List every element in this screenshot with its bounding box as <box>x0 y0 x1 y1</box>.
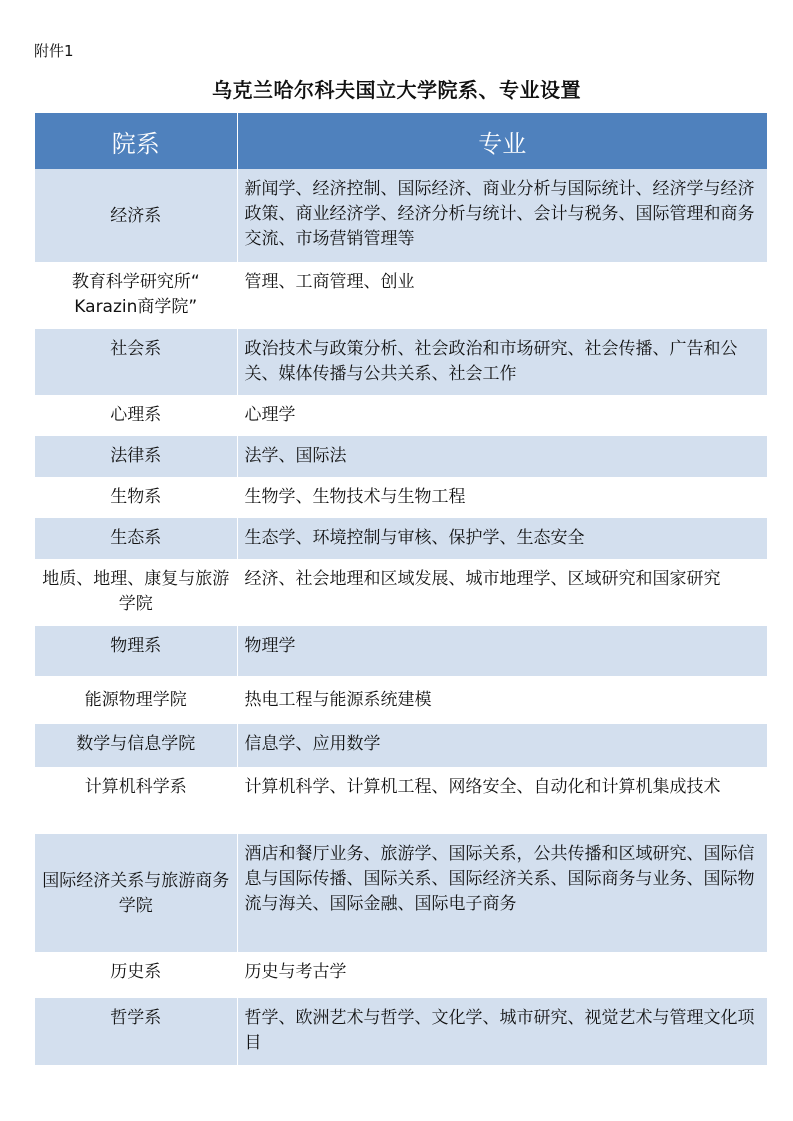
table-row <box>35 477 767 518</box>
attachment-label: 附件1 <box>34 42 74 60</box>
table-row <box>35 952 767 998</box>
department-cell: 生物系 <box>35 477 237 518</box>
departments-majors-table <box>35 113 767 1065</box>
majors-cell: 哲学、欧洲艺术与哲学、文化学、城市研究、视觉艺术与管理文化项目 <box>237 998 767 1064</box>
majors-cell: 新闻学、经济控制、国际经济、商业分析与国际统计、经济学与经济政策、商业经济学、经济分析与统计、会计与税务、国际管理和商务交流、市场营销管理等 <box>237 169 767 262</box>
department-cell: 地质、地理、康复与旅游学院 <box>35 559 237 626</box>
table-row <box>35 518 767 559</box>
majors-cell: 经济、社会地理和区域发展、城市地理学、区域研究和国家研究 <box>237 559 767 626</box>
majors-cell: 历史与考古学 <box>237 952 767 998</box>
table-row <box>35 626 767 676</box>
table-row <box>35 724 767 767</box>
department-cell: 经济系 <box>35 169 237 262</box>
department-cell: 数学与信息学院 <box>35 724 237 767</box>
majors-cell: 政治技术与政策分析、社会政治和市场研究、社会传播、广告和公关、媒体传播与公共关系、社会工作 <box>237 329 767 395</box>
department-cell: 心理系 <box>35 395 237 436</box>
department-cell: 计算机科学系 <box>35 767 237 834</box>
majors-cell: 热电工程与能源系统建模 <box>237 676 767 724</box>
department-cell: 哲学系 <box>35 998 237 1064</box>
majors-cell: 法学、国际法 <box>237 436 767 477</box>
majors-cell: 生物学、生物技术与生物工程 <box>237 477 767 518</box>
department-cell: 法律系 <box>35 436 237 477</box>
table-row <box>35 998 767 1064</box>
header-department: 院系 <box>35 113 237 169</box>
department-cell: 历史系 <box>35 952 237 998</box>
department-cell: 物理系 <box>35 626 237 676</box>
majors-cell: 管理、工商管理、创业 <box>237 262 767 329</box>
table-row <box>35 262 767 329</box>
table-row <box>35 395 767 436</box>
table-row <box>35 169 767 262</box>
table-row <box>35 834 767 952</box>
majors-cell: 信息学、应用数学 <box>237 724 767 767</box>
department-cell: 生态系 <box>35 518 237 559</box>
table-row <box>35 767 767 834</box>
department-cell: 国际经济关系与旅游商务学院 <box>35 834 237 952</box>
department-cell: 能源物理学院 <box>35 676 237 724</box>
table-row <box>35 436 767 477</box>
table-header-row <box>35 113 767 169</box>
header-majors: 专业 <box>237 113 767 169</box>
majors-cell: 生态学、环境控制与审核、保护学、生态安全 <box>237 518 767 559</box>
department-cell: 社会系 <box>35 329 237 395</box>
majors-cell: 物理学 <box>237 626 767 676</box>
table-row <box>35 559 767 626</box>
department-cell <box>35 262 237 329</box>
document-title: 乌克兰哈尔科夫国立大学院系、专业设置 <box>212 78 581 102</box>
majors-cell: 心理学 <box>237 395 767 436</box>
table-row <box>35 329 767 395</box>
majors-cell: 酒店和餐厅业务、旅游学、国际关系，公共传播和区域研究、国际信息与国际传播、国际关系、国际经济关系、国际商务与业务、国际物流与海关、国际金融、国际电子商务 <box>237 834 767 952</box>
table-row <box>35 676 767 724</box>
majors-cell: 计算机科学、计算机工程、网络安全、自动化和计算机集成技术 <box>237 767 767 834</box>
department-name: 教育科学研究所“ Karazin商学院” <box>71 272 200 317</box>
